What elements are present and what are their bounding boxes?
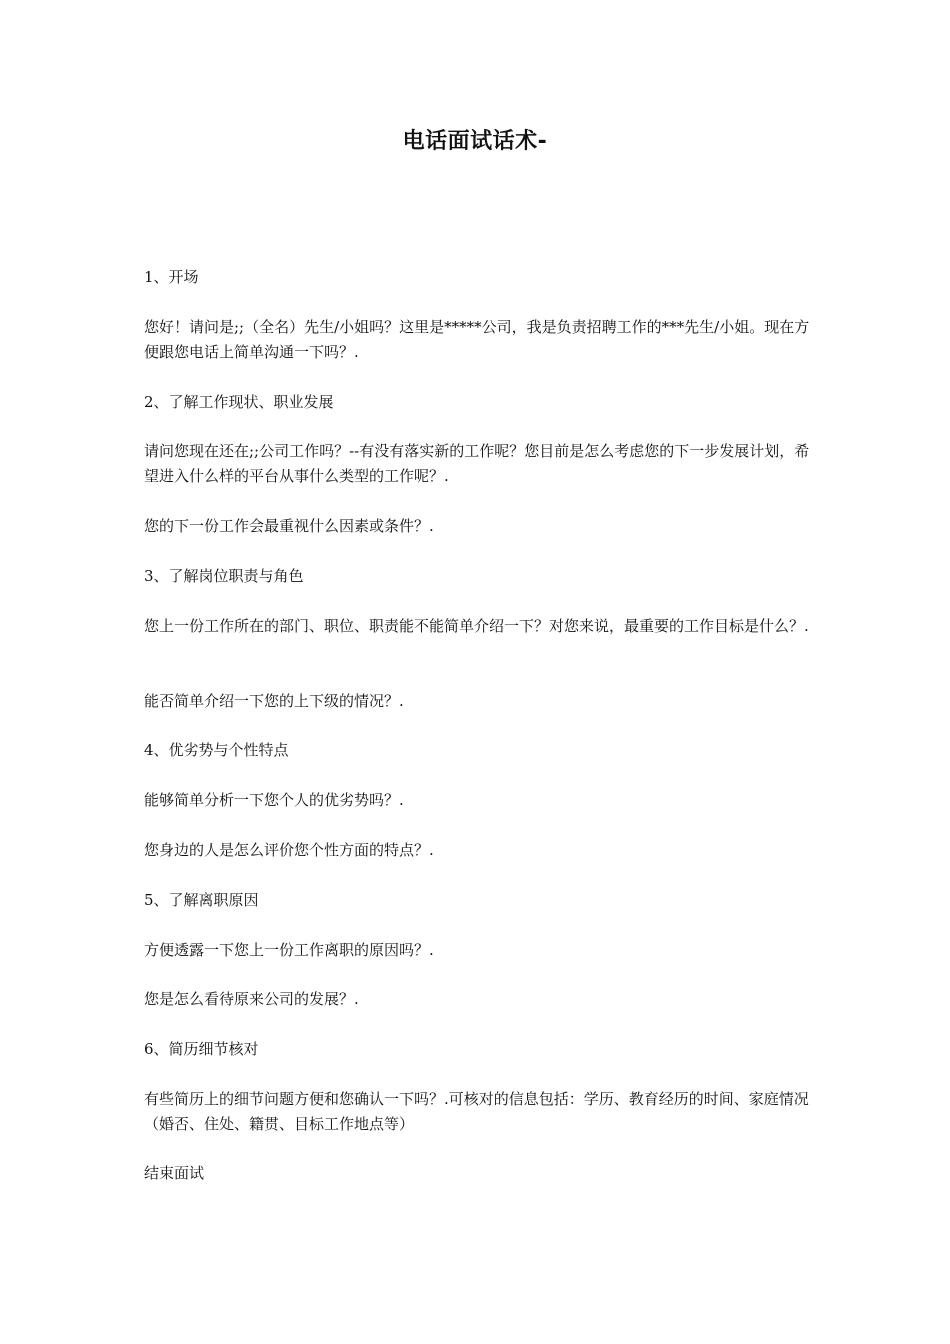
section-4-paragraph-2: 您身边的人是怎么评价您个性方面的特点？. — [144, 841, 434, 859]
section-6-paragraph-1: 有些简历上的细节问题方便和您确认一下吗？.可核对的信息包括：学历、教育经历的时间、家庭情况（婚否、住处、籍贯、目标工作地点等） — [144, 1090, 809, 1133]
section-6-heading: 6、简历细节核对 — [144, 1040, 259, 1058]
section-1-paragraph-1: 您好！请问是;;（全名）先生/小姐吗？这里是*****公司，我是负责招聘工作的***先生/小姐。现在方便跟您电话上简单沟通一下吗？. — [144, 318, 810, 361]
section-5-heading: 5、了解离职原因 — [144, 891, 259, 909]
closing-line: 结束面试 — [144, 1164, 205, 1182]
document-title: 电话面试话术- — [402, 129, 548, 154]
section-5-paragraph-1: 方便透露一下您上一份工作离职的原因吗？. — [144, 941, 434, 959]
section-1-heading: 1、开场 — [144, 268, 199, 286]
section-3-paragraph-2: 能否简单介绍一下您的上下级的情况？. — [144, 692, 404, 710]
section-2-heading: 2、了解工作现状、职业发展 — [144, 393, 334, 411]
section-5-paragraph-2: 您是怎么看待原来公司的发展？. — [144, 990, 359, 1008]
section-4-heading: 4、优劣势与个性特点 — [144, 741, 289, 759]
section-2-paragraph-1: 请问您现在还在;;公司工作吗？--有没有落实新的工作呢？您目前是怎么考虑您的下一步发展计划，希望进入什么样的平台从事什么类型的工作呢？. — [144, 442, 810, 485]
section-3-paragraph-1: 您上一份工作所在的部门、职位、职责能不能简单介绍一下？对您来说，最重要的工作目标是什么？. — [144, 617, 809, 635]
section-4-paragraph-1: 能够简单分析一下您个人的优劣势吗？. — [144, 791, 404, 809]
section-2-paragraph-2: 您的下一份工作会最重视什么因素或条件？. — [144, 517, 434, 535]
section-3-heading: 3、了解岗位职责与角色 — [144, 567, 304, 585]
